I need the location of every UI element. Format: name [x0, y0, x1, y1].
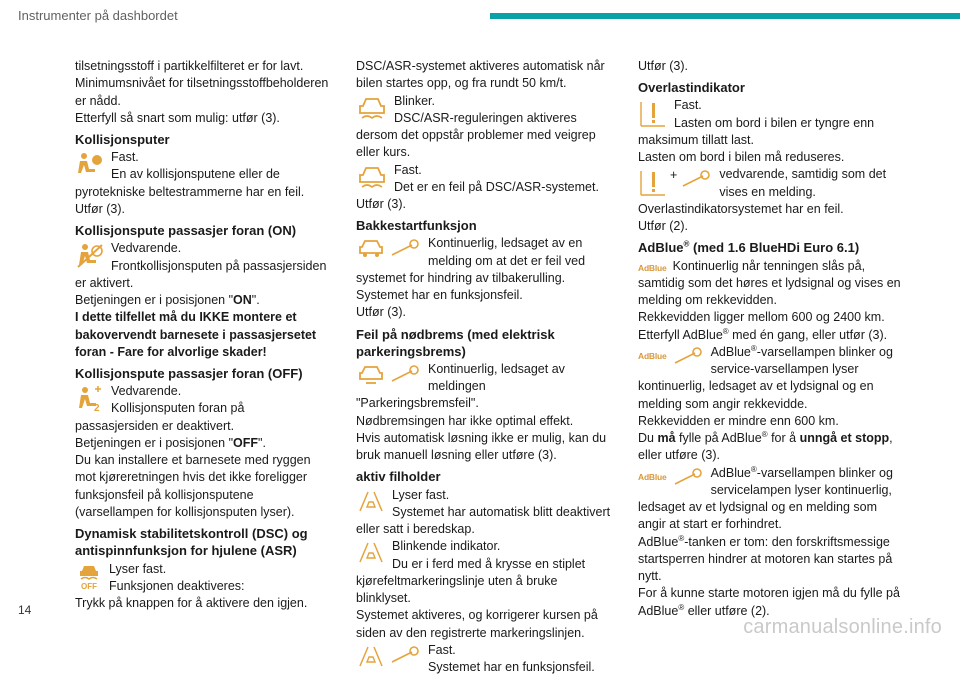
airbags-entry: [75, 149, 330, 218]
adblue-must-refill: Du må fylle på AdBlue® for å unngå et stopp, eller utføre (3).: [638, 429, 893, 463]
overload-desc: Lasten om bord i bilen er tyngre enn maksimum tillatt last.: [638, 115, 875, 147]
airbag-warning-icon: [75, 151, 105, 177]
brake-heading: Feil på nødbrems (med elektrisk parkeringsbrems): [356, 326, 555, 359]
hill-desc: Kontinuerlig, ledsaget av en melding om at det er feil ved systemet for hindring av tilbakerulling.: [356, 236, 586, 285]
overload-state: Fast.: [674, 98, 702, 113]
brake-icon-group: [356, 363, 422, 387]
emergency-brake-icon: [356, 363, 386, 387]
svg-text:2: 2: [94, 403, 100, 414]
pass-off-state: Vedvarende.: [111, 384, 182, 399]
pass-off-position: Betjeningen er i posisjonen "OFF".: [75, 435, 266, 450]
brake-action: Hvis automatisk løsning ikke er mulig, kan du bruk manuell løsning eller utføre (3).: [356, 430, 607, 463]
dsc-car-icon: [356, 95, 388, 121]
lane-fault-desc: Systemet har en funksjonsfeil.: [428, 660, 595, 675]
dsc-blink-entry: [356, 93, 611, 162]
dsc-fast-action: Utfør (3).: [356, 197, 406, 211]
adblue-entry-3: [638, 465, 903, 534]
intro-line-3: Etterfyll så snart som mulig: utfør (3).: [75, 110, 280, 125]
lane-fixed-entry: [356, 487, 611, 539]
lane-keeping-icon: [356, 540, 386, 564]
adblue-icon: AdBlue: [638, 471, 667, 482]
airbags-heading: Kollisjonsputer: [75, 132, 170, 147]
pass-off-desc: Kollisjonsputen foran på passasjersiden er deaktivert.: [75, 401, 245, 433]
hill-car-icon: [356, 237, 386, 261]
wrench-icon: [386, 237, 422, 261]
hill-start-icon-group: [356, 237, 422, 261]
column-2: [356, 58, 611, 676]
dsc-entry: [75, 561, 330, 613]
adblue-restart: For å kunne starte motoren igjen må du fylle på AdBlue® eller utføre (2).: [638, 586, 900, 618]
pass-on-desc: Frontkollisjonsputen på passasjersiden er aktivert.: [75, 258, 327, 290]
dsc-blink-state: Blinker.: [394, 93, 435, 108]
lane-fault-state: Fast.: [428, 642, 456, 657]
pass-on-heading: Kollisjonspute passasjer foran (ON): [75, 223, 297, 239]
adblue-heading: AdBlue® (med 1.6 BlueHDi Euro 6.1): [638, 240, 860, 256]
header-title: Instrumenter på dashbordet: [18, 8, 178, 23]
lane-blink-state: Blinkende indikator.: [392, 539, 501, 554]
brake-entry: [356, 361, 611, 465]
lane-blink-action: Systemet aktiveres, og korrigerer kursen på siden av den registrerte markeringslinjen.: [356, 608, 598, 640]
lane-keeping-icon: [356, 644, 386, 668]
overload-heading: Overlastindikator: [638, 80, 745, 96]
lane-heading: aktiv filholder: [356, 469, 441, 485]
dsc-fast-state: Fast.: [394, 162, 422, 177]
hill-heading: Bakkestartfunksjon: [356, 218, 477, 234]
brake-effect: Nødbremsingen har ikke optimal effekt.: [356, 413, 574, 428]
hill-entry: [356, 235, 611, 321]
dsc-car-fault-icon: [356, 164, 388, 190]
adblue-entry-2: [638, 344, 903, 413]
dsc-fast-entry: [356, 162, 611, 214]
passenger-airbag-on-icon: [75, 242, 105, 270]
adblue-desc-3: AdBlue®-varsellampen blinker og servicelampen lyser kontinuerlig, ledsaget av et lydsignal og en melding som angir at start er forhindret.: [638, 464, 893, 532]
lane-blink-entry: [356, 538, 611, 642]
adblue-tank-empty: AdBlue®-tanken er tom: den forskriftsmessige startsperren hindrer at motoren kan startes på nytt.: [638, 533, 893, 584]
adblue-range-2: Rekkevidden er mindre enn 600 km.: [638, 413, 839, 428]
pass-on-warning: I dette tilfellet må du IKKE montere et bakovervendt barnesete i passasjersetet foran - Fare for alvorlige skader!: [75, 310, 317, 359]
intro-line-2: Minimumsnivået for tilsetningsstoffbeholderen er nådd.: [75, 76, 329, 108]
pass-off-entry: [75, 383, 330, 521]
lane-fault-entry: [356, 642, 611, 676]
hill-fault: Systemet har en funksjonsfeil.: [356, 288, 523, 303]
hill-action: Utfør (3).: [356, 305, 406, 320]
pass-off-note: Du kan installere et barnesete med ryggen mot kjøreretningen hvis det ikke foreligger funksjonsfeil på kollisjonsputene (varsellampen for kollisjonsputen lyser).: [75, 453, 311, 519]
column-1: [75, 58, 330, 612]
passenger-airbag-off-icon: [75, 385, 105, 413]
adblue-desc-1: Kontinuerlig når tenningen slås på, samtidig som det høres et lydsignal og vises en melding om rekkevidden.: [638, 258, 901, 308]
airbags-state: Fast.: [111, 150, 139, 165]
dsc-heading: Dynamisk stabilitetskontroll (DSC) og antispinnfunksjon for hjulene (ASR): [75, 526, 308, 559]
dsc-off-label: OFF: [81, 581, 97, 591]
adblue-service-icon-group: [638, 346, 705, 368]
intro-line-1: tilsetningsstoff i partikkelfilteret er for lavt.: [75, 59, 304, 73]
lane-blink-desc: Du er i ferd med å krysse en stiplet kjørefeltmarkeringslinje uten å bruke blinklyset.: [356, 556, 586, 606]
airbags-desc: En av kollisjonsputene eller de pyrotekniske beltestrammerne har en feil.: [75, 167, 305, 199]
adblue-refill: Etterfyll AdBlue® med én gang, eller utfør (3).: [638, 326, 888, 342]
wrench-icon: [386, 363, 422, 387]
column-3: [638, 58, 903, 620]
overload-fault-entry: [638, 166, 903, 201]
wrench-icon: [671, 467, 705, 489]
airbags-action: Utfør (3).: [75, 201, 125, 216]
lane-keeping-icon: [356, 489, 386, 513]
dsc-fast-desc: Det er en feil på DSC/ASR-systemet.: [394, 179, 599, 194]
dsc-intro: DSC/ASR-systemet aktiveres automatisk når bilen startes opp, og fra rundt 50 km/t.: [356, 59, 605, 91]
adblue-entry-1: [638, 258, 903, 310]
adblue-desc-2: AdBlue®-varsellampen blinker og service-varsellampen lyser kontinuerlig, ledsaget av et lydsignal og en melding som angir rekkevidde.: [638, 343, 893, 411]
dsc-action: Trykk på knappen for å aktivere den igjen.: [75, 596, 308, 611]
overload-fault: Overlastindikatorsystemet har en feil.: [638, 201, 844, 216]
wrench-icon: [386, 644, 422, 668]
watermark: carmanualsonline.info: [743, 616, 942, 638]
lane-fixed-state: Lyser fast.: [392, 487, 450, 502]
wrench-icon: [679, 168, 713, 192]
pass-on-state: Vedvarende.: [111, 241, 182, 256]
pass-on-position: Betjeningen er i posisjonen "ON".: [75, 293, 260, 308]
adblue-icon: AdBlue: [638, 262, 667, 273]
col3-intro: Utfør (3).: [638, 59, 688, 73]
overload-reduce: Lasten om bord i bilen må reduseres.: [638, 150, 845, 165]
lane-fixed-desc: Systemet har automatisk blitt deaktivert eller satt i beredskap.: [356, 504, 611, 537]
header-accent-bar: [490, 13, 960, 19]
pass-off-heading: Kollisjonspute passasjer foran (OFF): [75, 366, 303, 382]
adblue-service-icon-group: [638, 467, 705, 489]
plus-sign: +: [670, 168, 678, 183]
lane-fault-icon-group: [356, 644, 422, 668]
dsc-blink-desc: DSC/ASR-reguleringen aktiveres dersom det oppstår problemer med veigrep eller kurs.: [356, 110, 596, 160]
overload-entry: [638, 97, 903, 149]
pass-on-entry: [75, 240, 330, 361]
adblue-icon: AdBlue: [638, 350, 667, 361]
overload-action: Utfør (2).: [638, 219, 688, 234]
overload-fault-icon-group: [638, 168, 713, 198]
dsc-state: Lyser fast.: [109, 561, 167, 576]
overload-warning-icon: [638, 99, 668, 129]
brake-desc: Kontinuerlig, ledsaget av meldingen "Parkeringsbremsfeil".: [356, 361, 565, 411]
page-number: 14: [18, 603, 32, 617]
dsc-off-icon: [75, 563, 103, 592]
wrench-icon: [671, 346, 705, 368]
overload-warning-icon: [638, 168, 668, 198]
adblue-range-1: Rekkevidden ligger mellom 600 og 2400 km.: [638, 310, 885, 325]
overload-fault-desc: vedvarende, samtidig som det vises en melding.: [719, 167, 887, 199]
dsc-desc: Funksjonen deaktiveres:: [109, 578, 245, 593]
